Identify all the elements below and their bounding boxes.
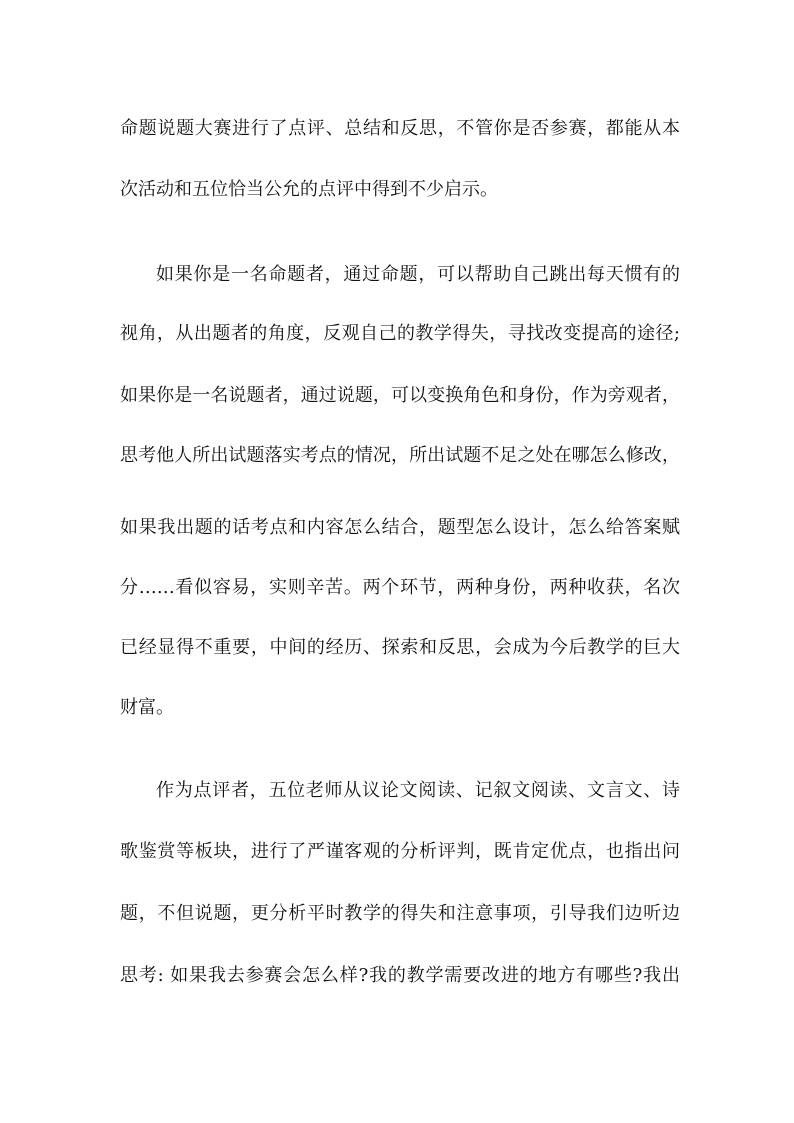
paragraph-3-line-1: 作为点评者，五位老师从议论文阅读、记叙文阅读、文言文、诗: [156, 780, 680, 801]
paragraph-2-line-6: 分……看似容易，实则辛苦。两个环节，两种身份，两种收获，名次: [120, 577, 680, 598]
paragraph-3-line-3: 题，不但说题，更分析平时教学的得失和注意事项，引导我们边听边: [120, 903, 680, 924]
paragraph-2-line-1: 如果你是一名命题者，通过命题，可以帮助自己跳出每天惯有的: [156, 264, 680, 285]
paragraph-2-line-2: 视角，从出题者的角度，反观自己的教学得失，寻找改变提高的途径;: [120, 323, 680, 344]
paragraph-3-line-4: 思考: 如果我去参赛会怎么样?我的教学需要改进的地方有哪些?我出: [120, 965, 680, 986]
paragraph-1-line-2: 次活动和五位恰当公允的点评中得到不少启示。: [120, 179, 498, 200]
paragraph-2-line-5: 如果我出题的话考点和内容怎么结合，题型怎么设计，怎么给答案赋: [120, 517, 680, 538]
paragraph-3-line-2: 歌鉴赏等板块，进行了严谨客观的分析评判，既肯定优点，也指出问: [120, 841, 680, 862]
paragraph-2-line-3: 如果你是一名说题者，通过说题，可以变换角色和身份，作为旁观者，: [120, 385, 680, 406]
paragraph-2-line-4: 思考他人所出试题落实考点的情况，所出试题不足之处在哪怎么修改，: [120, 445, 680, 466]
paragraph-2-line-7: 已经显得不重要，中间的经历、探索和反思，会成为今后教学的巨大: [120, 637, 680, 658]
paragraph-1-line-1: 命题说题大赛进行了点评、总结和反思，不管你是否参赛，都能从本: [120, 118, 680, 139]
paragraph-2-line-8: 财富。: [120, 697, 174, 718]
